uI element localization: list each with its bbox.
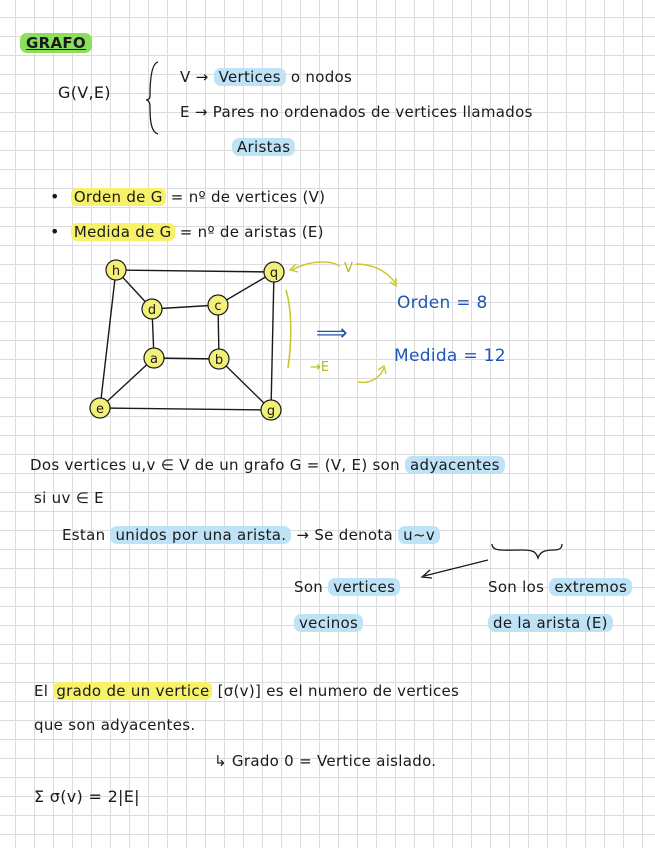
vecinos-highlight: vecinos xyxy=(294,614,363,632)
uv-in-e: si uv ∈ E xyxy=(34,489,104,507)
vertex-e-label: e xyxy=(96,402,104,417)
vertex-d-label: d xyxy=(147,303,157,318)
vertex-g-label: g xyxy=(266,404,276,419)
bullet-orden xyxy=(50,188,325,206)
medida-highlight: Medida de G xyxy=(71,223,175,241)
definition-line-vertices xyxy=(180,68,352,86)
son-los-text: Son los xyxy=(488,578,545,596)
definition-line-aristas xyxy=(232,138,295,156)
degree-definition: [σ(v)] es el numero de vertices xyxy=(217,682,460,700)
graph-diagram xyxy=(78,250,538,430)
page-title xyxy=(20,34,92,52)
vecinos-line-2 xyxy=(294,614,363,632)
implies-arrow-icon: ⟹ xyxy=(316,321,348,346)
vecinos-line-1 xyxy=(294,578,400,596)
orden-result: Orden = 8 xyxy=(397,293,488,313)
v-arrow: V → xyxy=(180,68,209,86)
vertex-b-label: b xyxy=(214,353,224,368)
title-highlight: GRAFO xyxy=(20,33,92,53)
v-left-arrow xyxy=(292,262,340,270)
estan-text: Estan xyxy=(62,526,106,544)
adyacentes-highlight: adyacentes xyxy=(405,456,505,474)
orden-highlight: Orden de G xyxy=(71,188,166,206)
adjacency-line-2 xyxy=(34,489,104,507)
adjacency-text: Dos vertices u,v ∈ V de un grafo G = (V, E) son xyxy=(30,456,400,474)
handshake-formula: Σ σ(v) = 2|E| xyxy=(34,787,140,806)
e-annotation: →E xyxy=(310,360,330,375)
adjacency-line-1 xyxy=(30,456,505,474)
vertex-q-label: q xyxy=(269,266,279,281)
vertex-h-label: h xyxy=(111,264,121,279)
graph-notation: G(V,E) xyxy=(58,83,111,102)
side-bracket xyxy=(286,290,291,368)
graph-edges xyxy=(100,270,274,410)
v-annotation: V xyxy=(344,261,353,276)
definition-line-edges: E → Pares no ordenados de vertices llamados xyxy=(180,103,533,121)
adjacency-line-3 xyxy=(62,526,440,544)
vertices-vecinos-highlight: vertices xyxy=(328,578,400,596)
unidos-highlight: unidos por una arista. xyxy=(110,526,291,544)
vertex-c-label: c xyxy=(214,299,222,314)
arista-highlight: de la arista (E) xyxy=(488,614,613,632)
e-curve-arrow xyxy=(358,368,384,382)
v-right-arrow xyxy=(356,264,396,284)
extremos-highlight: extremos xyxy=(549,578,632,596)
vertices-highlight: Vertices xyxy=(214,68,286,86)
grado-highlight: grado de un vertice xyxy=(53,682,212,700)
medida-definition: = nº de aristas (E) xyxy=(179,223,324,241)
vertex-a-label: a xyxy=(150,352,158,367)
denota-text: → Se denota xyxy=(296,526,394,544)
el-text: El xyxy=(34,682,49,700)
aristas-highlight: Aristas xyxy=(232,138,295,156)
son-text: Son xyxy=(294,578,324,596)
degree-line-3: ↳ Grado 0 = Vertice aislado. xyxy=(214,752,437,770)
extremos-line-1 xyxy=(488,578,632,596)
brace-icon xyxy=(144,58,164,138)
brace-arrow-icon xyxy=(404,540,564,580)
orden-definition: = nº de vertices (V) xyxy=(170,188,326,206)
degree-line-2: que son adyacentes. xyxy=(34,716,196,734)
degree-line-1 xyxy=(34,682,459,700)
u-v-notation: u~v xyxy=(398,526,440,544)
nodes-text: o nodos xyxy=(290,68,353,86)
extremos-line-2 xyxy=(488,614,613,632)
medida-result: Medida = 12 xyxy=(394,346,506,366)
bullet-medida xyxy=(50,223,324,241)
